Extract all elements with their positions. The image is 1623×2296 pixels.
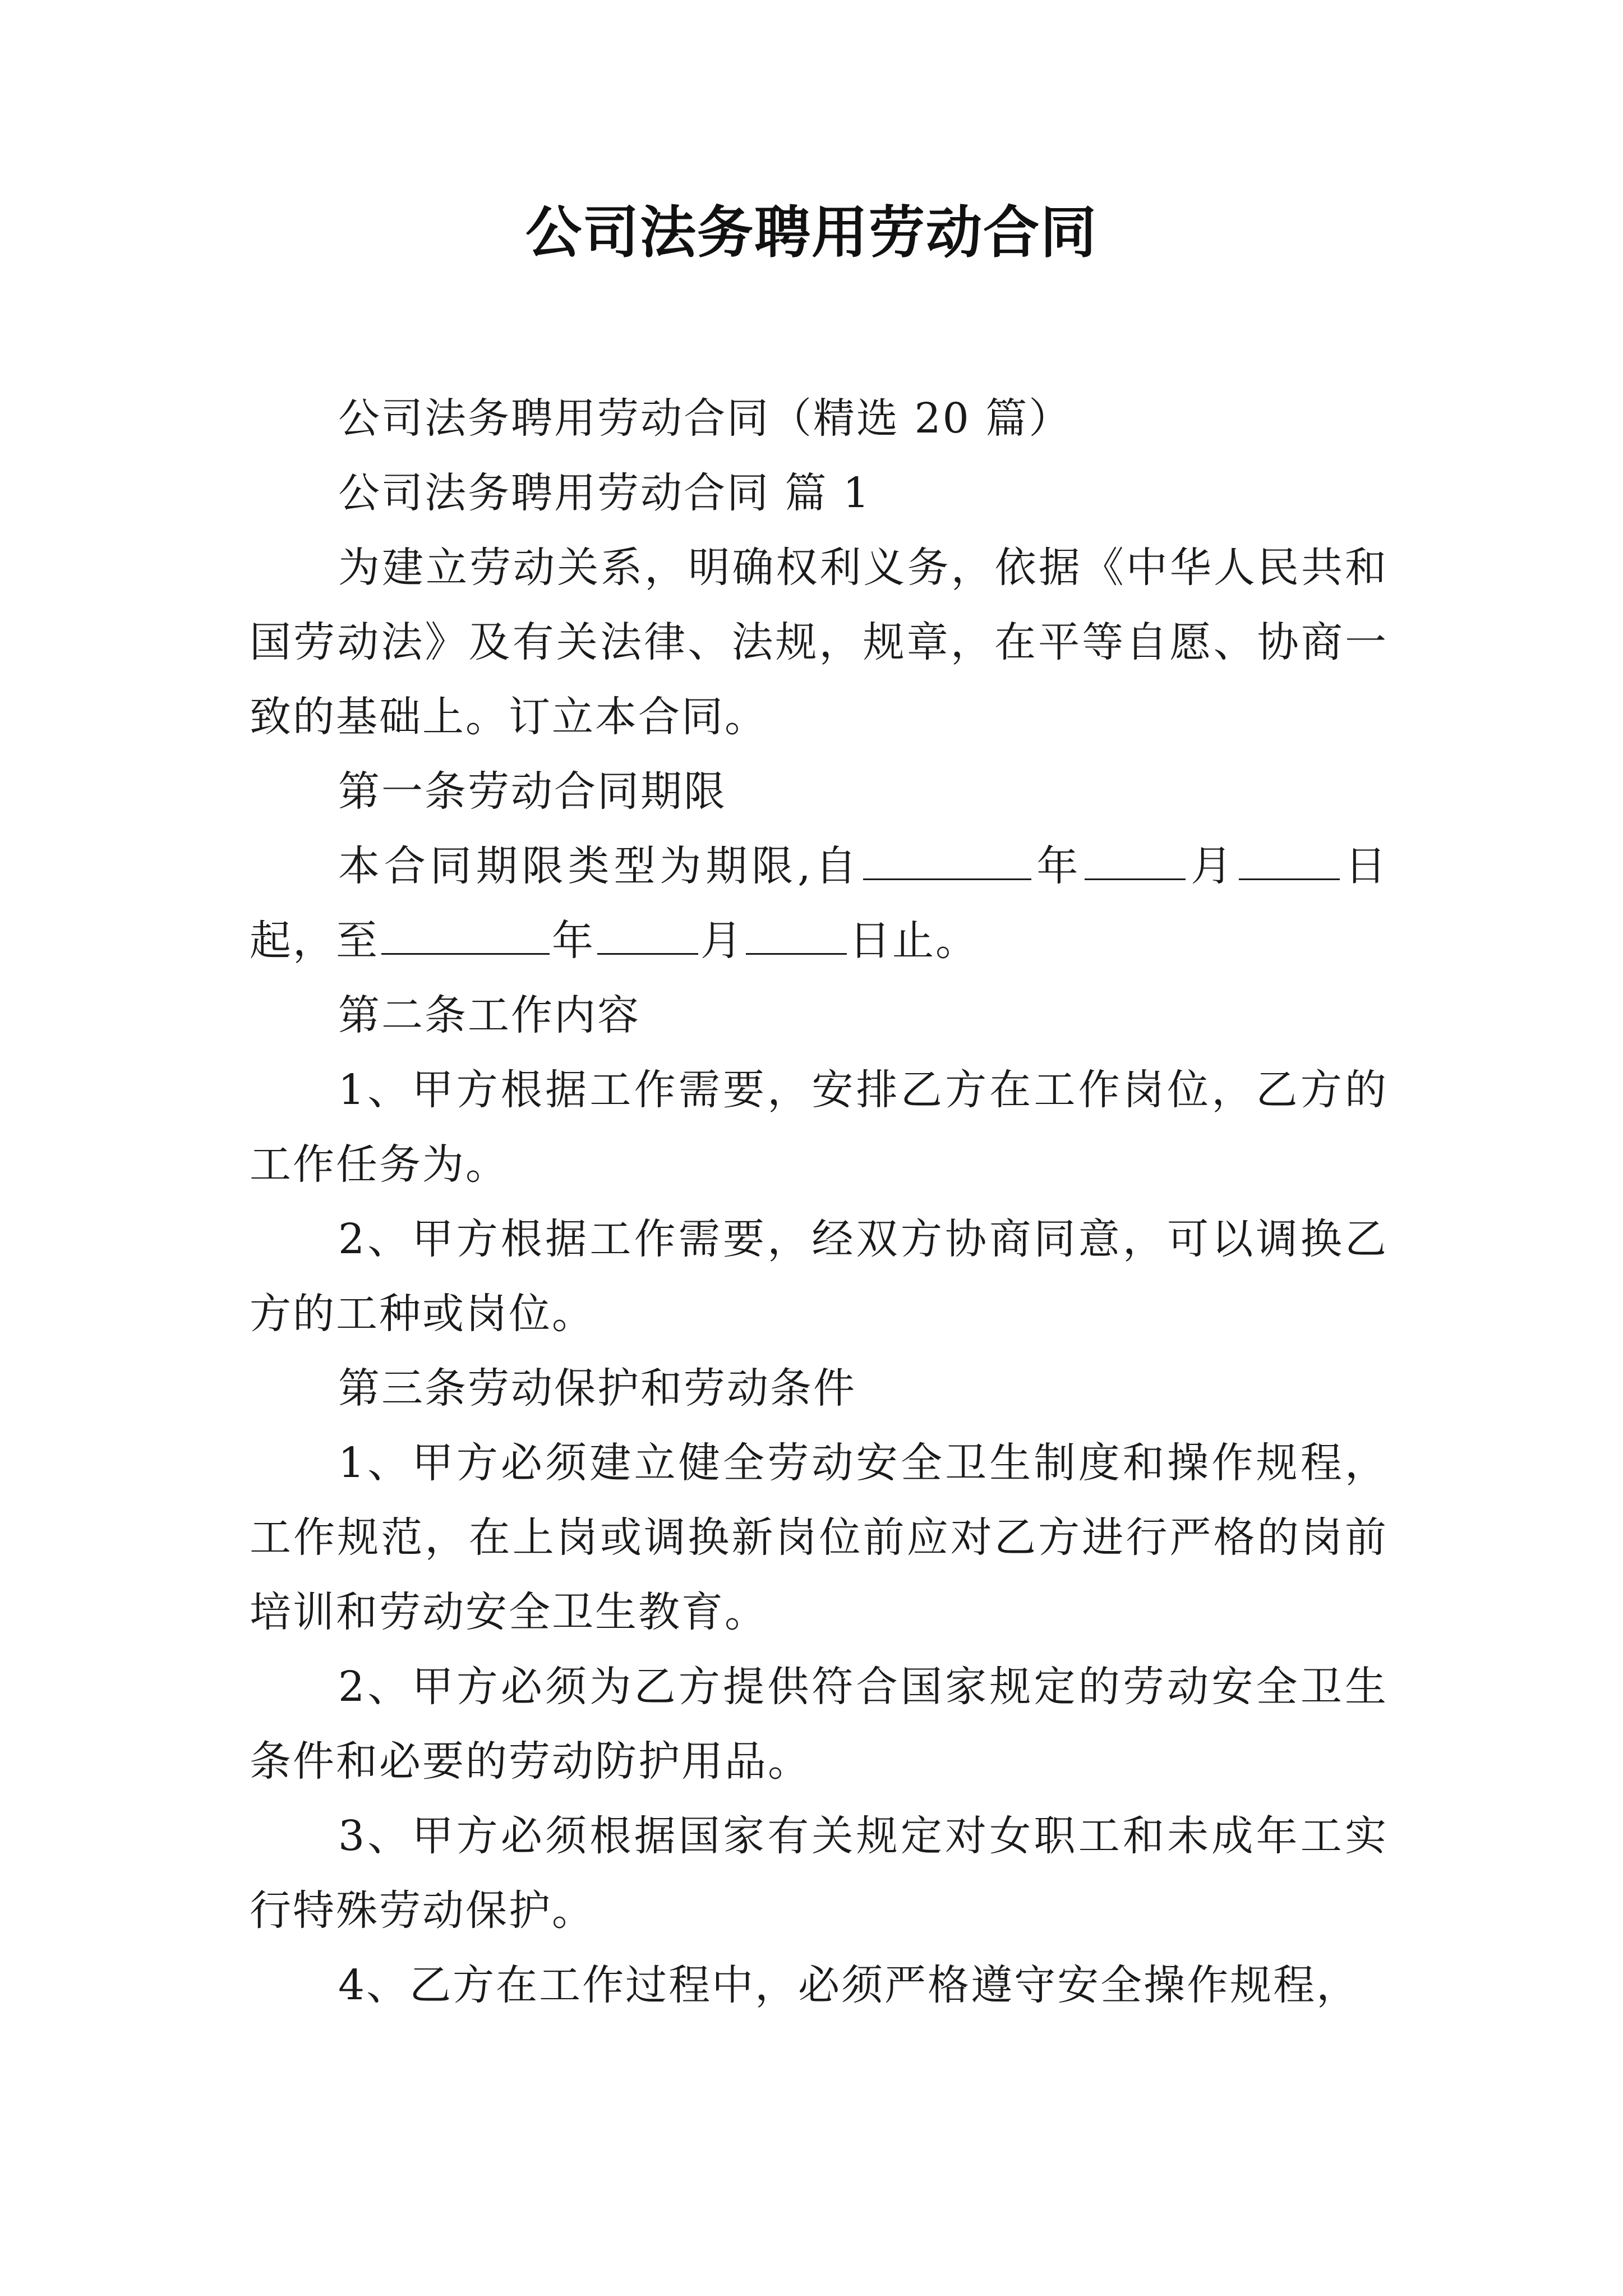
term-day2: 日止。 [849,917,979,965]
start-month-blank [1085,845,1186,880]
article-heading: 公司法务聘用劳动合同 篇 1 [338,469,872,517]
subtitle: 公司法务聘用劳动合同（精选 20 篇） [338,394,1072,443]
document-title: 公司法务聘用劳动合同 [525,200,1098,265]
term-month1: 月 [1188,842,1237,890]
end-year-blank [381,919,550,955]
section1-term-paragraph [250,829,1388,978]
term-year1: 年 [1034,842,1083,890]
term-month2: 月 [700,917,744,965]
term-prefix: 本合同期限类型为期限,自 [338,842,861,890]
section1-title: 第一条劳动合同期限 [338,767,727,816]
start-year-blank [863,845,1031,880]
section3-item2: 2、甲方必须为乙方提供符合国家规定的劳动安全卫生条件和必要的劳动防护用品。 [250,1663,1388,1786]
section3-item4: 4、乙方在工作过程中，必须严格遵守安全操作规程， [338,1961,1360,2009]
end-month-blank [597,919,698,955]
section3-item3: 3、甲方必须根据国家有关规定对女职工和未成年工实行特殊劳动保护。 [250,1812,1388,1935]
term-year2: 年 [552,917,595,965]
section2-item1: 1、甲方根据工作需要，安排乙方在工作岗位，乙方的工作任务为。 [250,1066,1388,1189]
term-day1: 日起，至 [250,842,1389,965]
section2-item2: 2、甲方根据工作需要，经双方协商同意，可以调换乙方的工种或岗位。 [250,1215,1388,1338]
end-day-blank [746,919,847,955]
intro-paragraph: 为建立劳动关系，明确权利义务，依据《中华人民共和国劳动法》及有关法律、法规，规章，在平等自愿、协商一致的基础上。订立本合同。 [250,544,1388,741]
start-day-blank [1239,845,1340,880]
section2-title: 第二条工作内容 [338,991,640,1039]
section3-title: 第三条劳动保护和劳动条件 [338,1364,856,1412]
section3-item1: 1、甲方必须建立健全劳动安全卫生制度和操作规程，工作规范，在上岗或调换新岗位前应对乙方进行严格的岗前培训和劳动安全卫生教育。 [250,1439,1388,1636]
document-body [250,381,1388,2023]
